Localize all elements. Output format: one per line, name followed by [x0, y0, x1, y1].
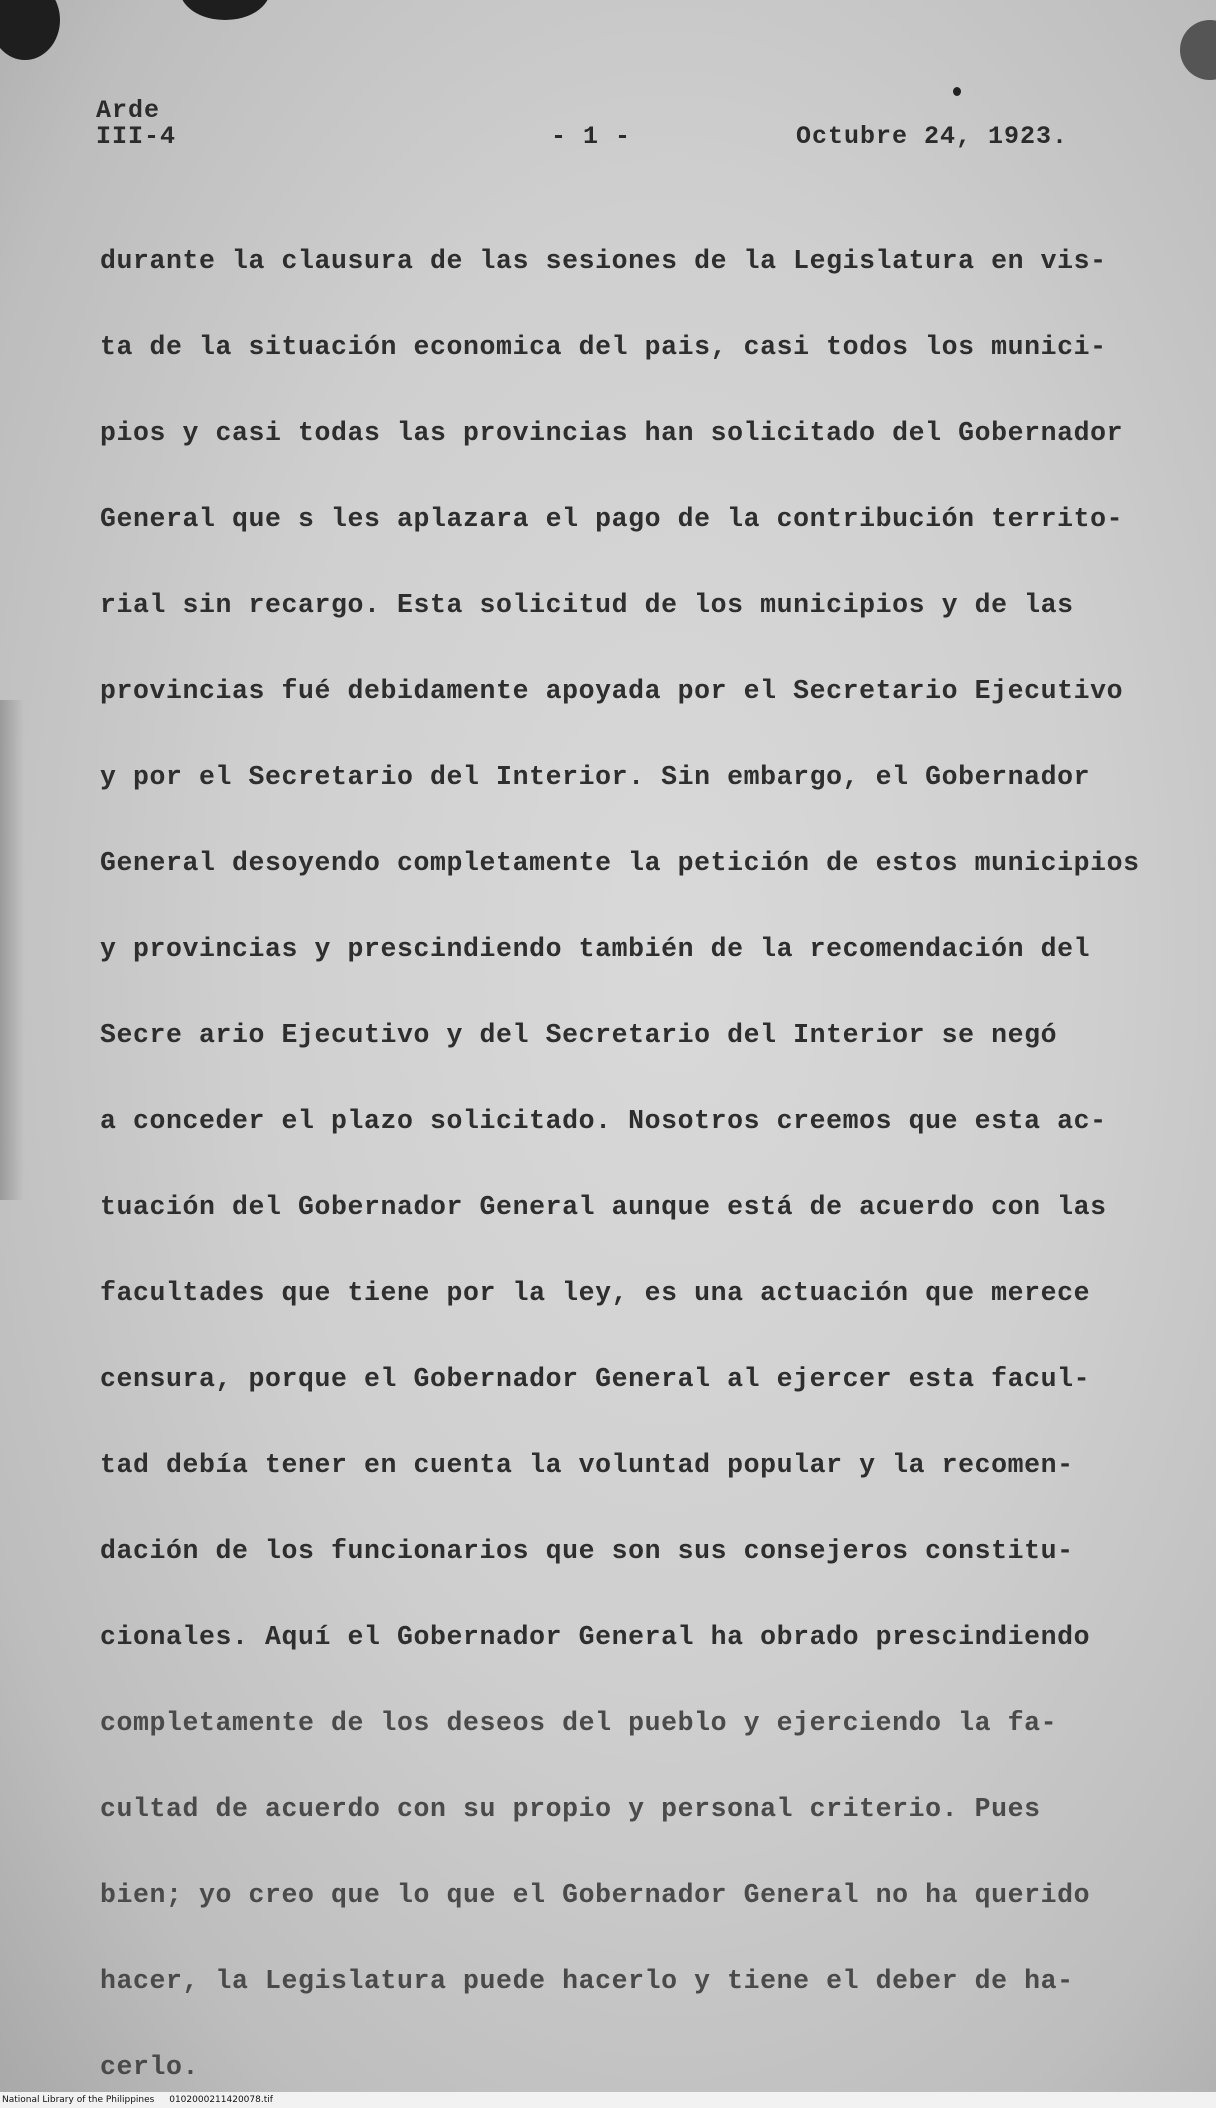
- scan-footer: [0, 2092, 1216, 2108]
- scan-shadow-decoration: [1180, 20, 1216, 80]
- body-line: General desoyendo completamente la petición de estos municipios: [100, 848, 1140, 878]
- body-line: censura, porque el Gobernador General al ejercer esta facul-: [100, 1364, 1091, 1394]
- ink-dot-decoration: [953, 87, 961, 96]
- page-number: - 1 -: [551, 122, 632, 151]
- body-line: tad debía tener en cuenta la voluntad popular y la recomen-: [100, 1450, 1074, 1480]
- body-line: completamente de los deseos del pueblo y ejerciendo la fa-: [100, 1708, 1058, 1738]
- body-line: y provincias y prescindiendo también de la recomendación del: [100, 934, 1091, 964]
- body-line: cerlo.: [100, 2052, 200, 2082]
- footer-institution: National Library of the Philippines: [2, 2095, 155, 2105]
- body-line: ta de la situación economica del pais, casi todos los munici-: [100, 332, 1107, 362]
- document-header: [96, 98, 1096, 168]
- body-line: General que s les aplazara el pago de la contribución territo-: [100, 504, 1124, 534]
- page-edge-shadow: [0, 700, 24, 1200]
- reference-code: [96, 98, 176, 150]
- document-date: Octubre 24, 1923.: [796, 122, 1069, 151]
- body-line: provincias fué debidamente apoyada por el Secretario Ejecutivo: [100, 676, 1124, 706]
- body-line: rial sin recargo. Esta solicitud de los municipios y de las: [100, 590, 1074, 620]
- body-line: hacer, la Legislatura puede hacerlo y tiene el deber de ha-: [100, 1966, 1074, 1996]
- body-line: cionales. Aquí el Gobernador General ha obrado prescindiendo: [100, 1622, 1091, 1652]
- body-line: facultades que tiene por la ley, es una actuación que merece: [100, 1278, 1091, 1308]
- ink-blot-decoration: [0, 0, 60, 60]
- reference-line-2: III-4: [96, 122, 177, 151]
- body-line: dación de los funcionarios que son sus consejeros constitu-: [100, 1536, 1074, 1566]
- body-line: bien; yo creo que lo que el Gobernador General no ha querido: [100, 1880, 1091, 1910]
- body-line: Secre ario Ejecutivo y del Secretario del Interior se negó: [100, 1020, 1058, 1050]
- body-line: y por el Secretario del Interior. Sin embargo, el Gobernador: [100, 762, 1091, 792]
- reference-line-1: Arde: [96, 96, 161, 125]
- footer-file-id: 0102000211420078.tif: [169, 2095, 273, 2105]
- body-line: cultad de acuerdo con su propio y personal criterio. Pues: [100, 1794, 1041, 1824]
- body-line: pios y casi todas las provincias han solicitado del Gobernador: [100, 418, 1124, 448]
- body-line: durante la clausura de las sesiones de la Legislatura en vis-: [100, 246, 1107, 276]
- ink-blot-decoration: [180, 0, 270, 20]
- body-line: a conceder el plazo solicitado. Nosotros creemos que esta ac-: [100, 1106, 1107, 1136]
- document-body: [100, 235, 1190, 2108]
- body-line: tuación del Gobernador General aunque está de acuerdo con las: [100, 1192, 1107, 1222]
